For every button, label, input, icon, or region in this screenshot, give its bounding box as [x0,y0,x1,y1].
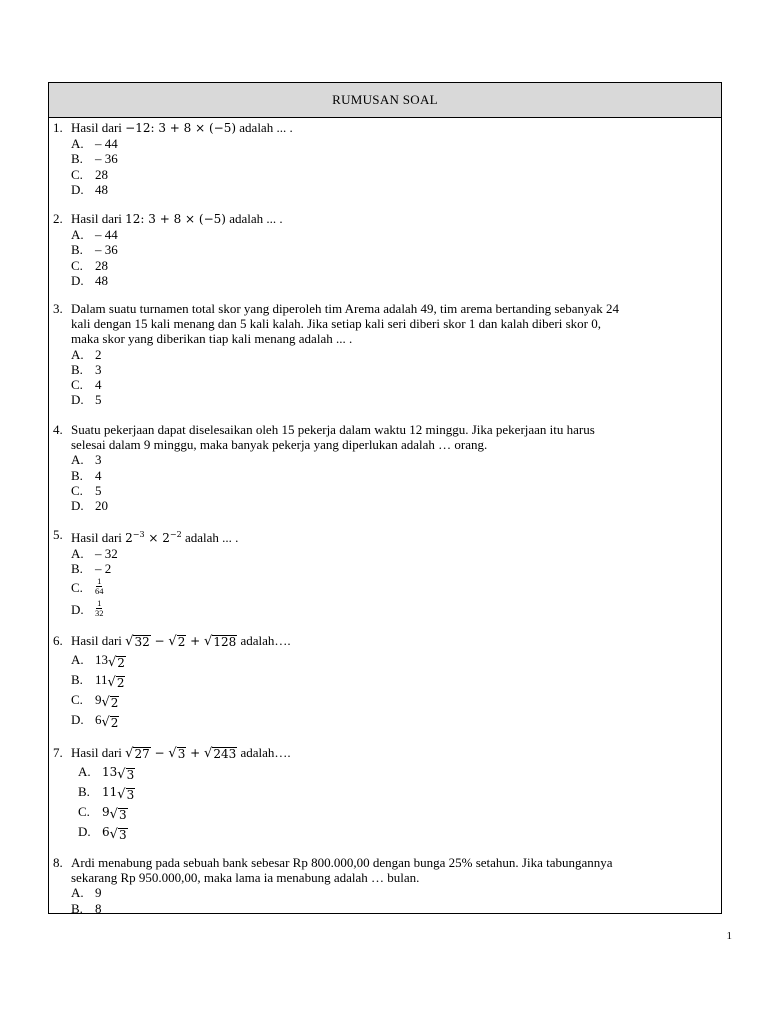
option: A. 13 √ 2 [71,652,125,670]
math-expression: −12: 3 + 8 × (−5) [125,121,237,135]
question-6 [53,632,715,730]
question-text: Dalam suatu turnamen total skor yang diperoleh tim Arema adalah 49, tim arema bertanding sebanyak 24 kali dengan 15 kali menang dan 5 kali kalah. Jika setiap kali seri diberi skor 1 dan kalah diberi skor 0, maka skor yang diberikan tiap kali menang adalah ... . [71,301,619,347]
math-expression: 12: 3 + 8 × (−5) [125,212,226,226]
question-number: 2. [53,211,63,226]
sqrt: √ 128 [204,634,237,649]
sqrt: √ 3 [109,807,127,822]
option: D. 48 [71,272,108,288]
option: C. 5 [71,482,102,498]
option: A. 9 [71,885,102,901]
option-list [71,347,715,408]
option: C. $\frac{1}{64}$ [71,577,715,599]
sqrt: √ 3 [168,746,186,761]
math-expression: $2^{-3} \times 2^{-2}$ [125,530,182,545]
option: B. 3 [71,361,102,377]
sqrt: √ 3 [117,767,135,782]
question-text: Hasil dari 12: 3 + 8 × (−5) adalah ... . [71,211,283,226]
sqrt: √ 243 [204,746,237,761]
question-text: Hasil dari $2^{-3} \times 2^{-2}$ adalah ... . [71,530,239,545]
question-number: 5. [53,527,63,542]
option: A. 13 √ 3 [78,764,135,782]
sqrt: √ 2 [168,634,186,649]
option-list [71,650,715,730]
option: B. – 36 [71,151,118,167]
question-number: 1. [53,120,63,135]
table-header: RUMUSAN SOAL [49,83,721,118]
question-number: 7. [53,745,63,760]
question-number: 8. [53,855,63,870]
option-list [71,136,715,197]
option: B. – 36 [71,242,118,258]
option-list [71,452,715,513]
question-7 [53,744,715,842]
sqrt: √ 2 [107,675,125,690]
option: D. 5 [71,392,102,408]
question-8 [53,855,715,916]
option: A. 3 [71,452,102,468]
sqrt: √ 2 [101,715,119,730]
option-list [71,227,715,288]
sqrt: √ 32 [125,634,150,649]
question-text: Ardi menabung pada sebuah bank sebesar Rp 800.000,00 dengan bunga 25% setahun. Jika tabungannya sekarang Rp 950.000,00, maka lama ia menabung adalah … bulan. [71,855,613,886]
question-text: Hasil dari √ 27 − √ 3 + √ 243 adalah…. [71,745,291,761]
question-table [48,82,722,914]
option: D. 48 [71,181,108,197]
option-list [78,762,715,842]
question-5 [53,527,715,621]
sqrt: √ 2 [108,655,125,670]
option: A. 2 [71,346,102,362]
option-list [71,546,715,620]
question-number: 3. [53,301,63,316]
option: B. 8 [71,900,102,916]
question-number: 6. [53,633,63,648]
sqrt: √ 3 [117,787,135,802]
option: B. 11 √ 3 [78,784,135,802]
option: B. 11 √ 2 [71,672,125,690]
fraction: $\frac{1}{32}$ [95,597,104,618]
option: D. $\frac{1}{32}$ [71,599,715,621]
option: B. – 2 [71,561,112,577]
question-1 [53,120,715,197]
fraction: $\frac{1}{64}$ [95,575,104,596]
option: A. – 44 [71,136,118,152]
sqrt: √ 2 [101,695,119,710]
option: C. 9 √ 3 [78,804,127,822]
option: A. – 44 [71,227,118,243]
option: C. 28 [71,257,108,273]
question-text: Suatu pekerjaan dapat diselesaikan oleh 15 pekerja dalam waktu 12 minggu. Jika pekerjaan itu harus selesai dalam 9 minggu, maka banyak pekerja yang diperlukan adalah … orang. [71,422,595,453]
option: D. 20 [71,497,108,513]
question-2 [53,211,715,288]
question-number: 4. [53,422,63,437]
sqrt: √ 3 [109,827,127,842]
option: C. 28 [71,166,108,182]
option: C. 4 [71,376,102,392]
page-number: 1 [726,930,732,942]
sqrt: √ 27 [125,746,150,761]
option: A. – 32 [71,546,118,562]
question-text: Hasil dari −12: 3 + 8 × (−5) adalah ... . [71,120,293,135]
option: D. 6 √ 2 [71,712,119,730]
question-4 [53,422,715,513]
option: B. 4 [71,467,102,483]
option-list [71,885,715,915]
question-3 [53,301,715,407]
option: C. 9 √ 2 [71,692,119,710]
option: D. 6 √ 3 [78,824,127,842]
question-text: Hasil dari √ 32 − √ 2 + √ 128 adalah…. [71,633,291,649]
